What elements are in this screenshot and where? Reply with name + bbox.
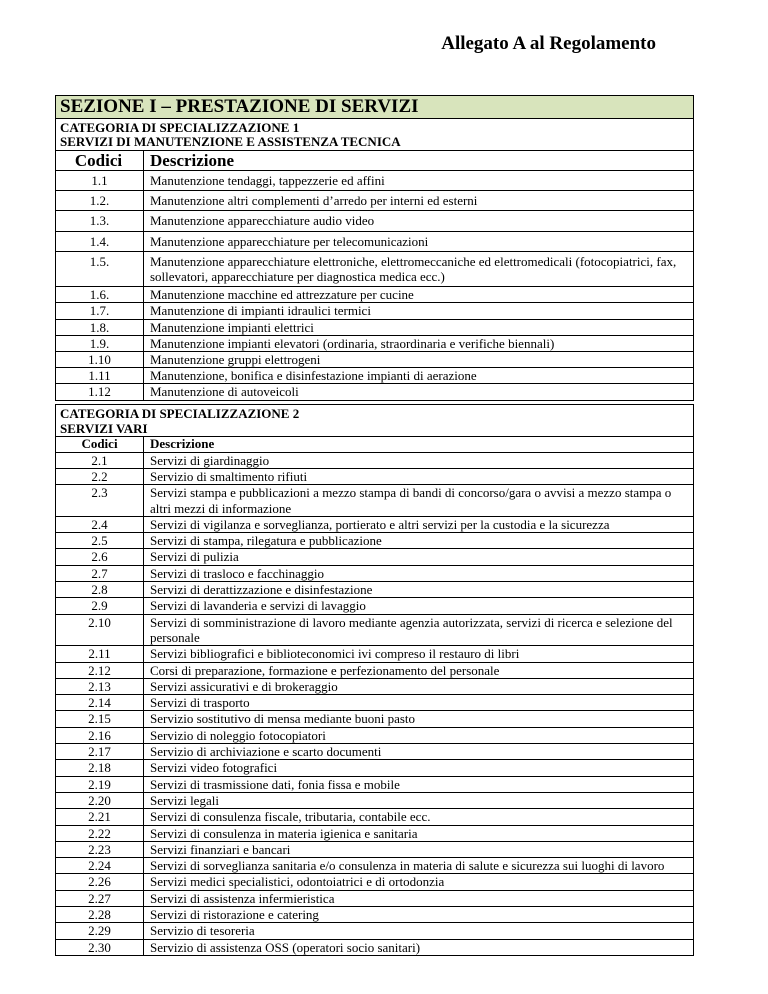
category-heading (56, 405, 694, 437)
table-row (56, 384, 694, 400)
column-header-code: Codici (56, 151, 144, 171)
category-subtitle: SERVIZI VARI (60, 420, 148, 436)
row-code: 1.12 (56, 384, 144, 400)
table-row (56, 907, 694, 923)
table-row (56, 368, 694, 384)
row-code: 2.12 (56, 662, 144, 678)
row-description: Servizi di giardinaggio (144, 452, 694, 468)
row-description: Servizi di consulenza in materia igienica e sanitaria (144, 825, 694, 841)
table-row (56, 744, 694, 760)
table-row (56, 582, 694, 598)
row-code: 2.17 (56, 744, 144, 760)
row-description: Servizi di trasporto (144, 695, 694, 711)
table-row (56, 468, 694, 484)
row-code: 2.6 (56, 549, 144, 565)
row-code: 2.10 (56, 614, 144, 646)
section-title-row (56, 96, 694, 119)
table-row (56, 841, 694, 857)
table-row (56, 825, 694, 841)
row-code: 1.5. (56, 251, 144, 286)
row-code: 2.16 (56, 727, 144, 743)
row-code: 1.1 (56, 171, 144, 191)
row-code: 2.11 (56, 646, 144, 662)
category-2-table (55, 404, 694, 956)
row-description: Servizi di pulizia (144, 549, 694, 565)
row-description: Servizi di sorveglianza sanitaria e/o consulenza in materia di salute e sicurezza sui luoghi di lavoro (144, 858, 694, 874)
table-row (56, 614, 694, 646)
row-description: Manutenzione impianti elettrici (144, 319, 694, 335)
category-heading (56, 119, 694, 151)
row-description: Servizi di trasloco e facchinaggio (144, 565, 694, 581)
row-description: Manutenzione, bonifica e disinfestazione impianti di aerazione (144, 368, 694, 384)
category-heading-row (56, 405, 694, 437)
row-code: 2.21 (56, 809, 144, 825)
table-row (56, 760, 694, 776)
section-title: SEZIONE I – PRESTAZIONE DI SERVIZI (56, 96, 694, 119)
row-code: 2.13 (56, 678, 144, 694)
row-code: 2.2 (56, 468, 144, 484)
table-row (56, 191, 694, 211)
row-description: Servizi di ristorazione e catering (144, 907, 694, 923)
table-row (56, 335, 694, 351)
table-row (56, 452, 694, 468)
row-description: Manutenzione apparecchiature audio video (144, 211, 694, 231)
table-row (56, 516, 694, 532)
row-description: Servizi di vigilanza e sorveglianza, portierato e altri servizi per la custodia e la sicurezza (144, 516, 694, 532)
row-description: Manutenzione tendaggi, tappezzerie ed affini (144, 171, 694, 191)
row-code: 2.24 (56, 858, 144, 874)
table-row (56, 565, 694, 581)
row-description: Manutenzione di impianti idraulici termici (144, 303, 694, 319)
row-description: Servizi di trasmissione dati, fonia fissa e mobile (144, 776, 694, 792)
row-code: 2.26 (56, 874, 144, 890)
table-row (56, 485, 694, 517)
row-description: Servizi di lavanderia e servizi di lavaggio (144, 598, 694, 614)
row-description: Manutenzione altri complementi d’arredo per interni ed esterni (144, 191, 694, 211)
table-row (56, 319, 694, 335)
table-row (56, 809, 694, 825)
row-code: 1.11 (56, 368, 144, 384)
row-description: Manutenzione apparecchiature per telecomunicazioni (144, 231, 694, 251)
table-row (56, 727, 694, 743)
table-row (56, 662, 694, 678)
column-header-code: Codici (56, 437, 144, 453)
table-row (56, 303, 694, 319)
row-description: Servizio di assistenza OSS (operatori socio sanitari) (144, 939, 694, 955)
column-header-description: Descrizione (144, 437, 694, 453)
row-description: Servizi di consulenza fiscale, tributaria, contabile ecc. (144, 809, 694, 825)
row-code: 2.23 (56, 841, 144, 857)
table-row (56, 874, 694, 890)
row-description: Servizi bibliografici e biblioteconomici ivi compreso il restauro di libri (144, 646, 694, 662)
row-code: 2.19 (56, 776, 144, 792)
row-code: 1.2. (56, 191, 144, 211)
row-description: Manutenzione impianti elevatori (ordinaria, straordinaria e verifiche biennali) (144, 335, 694, 351)
row-code: 2.20 (56, 792, 144, 808)
row-description: Servizi di derattizzazione e disinfestazione (144, 582, 694, 598)
row-description: Servizi finanziari e bancari (144, 841, 694, 857)
row-code: 2.9 (56, 598, 144, 614)
row-code: 2.4 (56, 516, 144, 532)
table-row (56, 352, 694, 368)
row-code: 2.15 (56, 711, 144, 727)
row-code: 2.1 (56, 452, 144, 468)
table-row (56, 711, 694, 727)
row-description: Manutenzione di autoveicoli (144, 384, 694, 400)
category-1-table (55, 95, 694, 401)
row-description: Servizi di assistenza infermieristica (144, 890, 694, 906)
row-code: 1.6. (56, 287, 144, 303)
table-row (56, 858, 694, 874)
table-row (56, 549, 694, 565)
row-description: Servizio di tesoreria (144, 923, 694, 939)
category-heading-row (56, 119, 694, 151)
column-header-row (56, 437, 694, 453)
row-code: 1.3. (56, 211, 144, 231)
table-row (56, 287, 694, 303)
table-row (56, 890, 694, 906)
row-code: 1.9. (56, 335, 144, 351)
category-title: CATEGORIA DI SPECIALIZZAZIONE 2 (60, 406, 300, 421)
table-row (56, 939, 694, 955)
row-code: 2.18 (56, 760, 144, 776)
table-row (56, 695, 694, 711)
table-row (56, 792, 694, 808)
row-description: Servizio sostitutivo di mensa mediante buoni pasto (144, 711, 694, 727)
table-row (56, 171, 694, 191)
row-code: 2.29 (56, 923, 144, 939)
row-description: Servizi di stampa, rilegatura e pubblicazione (144, 533, 694, 549)
row-code: 2.27 (56, 890, 144, 906)
table-row (56, 533, 694, 549)
category-subtitle: SERVIZI DI MANUTENZIONE E ASSISTENZA TECNICA (60, 134, 401, 149)
row-description: Manutenzione apparecchiature elettroniche, elettromeccaniche ed elettromedicali (fotocopiatrici, fax, sollevatori, apparecchiature per diagnostica medica ecc.) (144, 251, 694, 286)
table-row (56, 598, 694, 614)
row-code: 2.5 (56, 533, 144, 549)
row-code: 1.10 (56, 352, 144, 368)
row-code: 2.7 (56, 565, 144, 581)
row-description: Servizio di archiviazione e scarto documenti (144, 744, 694, 760)
row-description: Servizi medici specialistici, odontoiatrici e di ortodonzia (144, 874, 694, 890)
row-code: 2.3 (56, 485, 144, 517)
row-description: Manutenzione gruppi elettrogeni (144, 352, 694, 368)
row-description: Servizi stampa e pubblicazioni a mezzo stampa di bandi di concorso/gara o avvisi a mezzo stampa o altri mezzi di informazione (144, 485, 694, 517)
table-row (56, 776, 694, 792)
row-code: 1.7. (56, 303, 144, 319)
table-row (56, 678, 694, 694)
row-description: Servizi di somministrazione di lavoro mediante agenzia autorizzata, servizi di ricerca e selezione del personale (144, 614, 694, 646)
table-row (56, 211, 694, 231)
table-row (56, 251, 694, 286)
row-description: Servizio di noleggio fotocopiatori (144, 727, 694, 743)
row-description: Servizi legali (144, 792, 694, 808)
table-row (56, 231, 694, 251)
row-description: Servizi assicurativi e di brokeraggio (144, 678, 694, 694)
row-description: Servizi video fotografici (144, 760, 694, 776)
row-description: Corsi di preparazione, formazione e perfezionamento del personale (144, 662, 694, 678)
column-header-description: Descrizione (144, 151, 694, 171)
row-code: 2.14 (56, 695, 144, 711)
table-row (56, 646, 694, 662)
table-row (56, 923, 694, 939)
column-header-row (56, 151, 694, 171)
row-description: Servizio di smaltimento rifiuti (144, 468, 694, 484)
document-header: Allegato A al Regolamento (441, 33, 656, 54)
row-code: 1.4. (56, 231, 144, 251)
row-code: 2.8 (56, 582, 144, 598)
row-code: 2.30 (56, 939, 144, 955)
row-code: 2.28 (56, 907, 144, 923)
category-title: CATEGORIA DI SPECIALIZZAZIONE 1 (60, 120, 300, 135)
row-code: 2.22 (56, 825, 144, 841)
row-description: Manutenzione macchine ed attrezzature per cucine (144, 287, 694, 303)
row-code: 1.8. (56, 319, 144, 335)
